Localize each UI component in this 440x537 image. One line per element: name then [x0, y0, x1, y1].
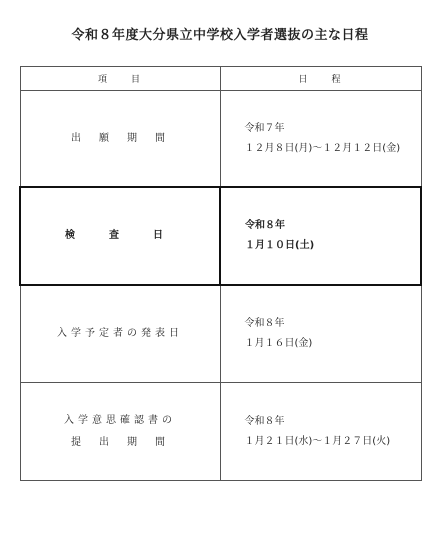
announcement-date: １月１６日(金): [244, 338, 313, 349]
era-year: 令和８年: [244, 415, 285, 427]
table-row: [20, 91, 421, 188]
item-label: 出 願 期 間: [71, 132, 169, 144]
item-cell: [20, 187, 220, 285]
date-cell: [220, 91, 421, 188]
table-header-row: [20, 67, 421, 91]
date-cell: [220, 187, 421, 285]
item-cell: [20, 91, 220, 188]
date-range: １月２１日(水)～１月２７日(火): [244, 435, 391, 447]
item-label-line-1: 入学意思確認書の: [64, 414, 176, 426]
exam-date: １月１０日(土): [245, 240, 315, 251]
page-title: 令和８年度大分県立中学校入学者選抜の主な日程: [71, 28, 369, 43]
date-cell: [220, 285, 421, 383]
item-label: 入学予定者の発表日: [57, 328, 183, 339]
table-row: [20, 383, 421, 481]
item-cell: [20, 383, 220, 481]
header-schedule: 日 程: [220, 67, 421, 91]
item-label-line-2: 提 出 期 間: [71, 436, 169, 448]
era-year: 令和７年: [244, 122, 285, 134]
era-year: 令和８年: [244, 318, 285, 329]
date-cell: [220, 383, 421, 481]
header-item: 項 目: [20, 67, 220, 91]
table-row: [20, 285, 421, 383]
table-row-highlighted: [20, 187, 421, 285]
item-label: 検 査 日: [65, 230, 175, 241]
schedule-table: [19, 66, 422, 481]
item-cell: [20, 285, 220, 383]
era-year: 令和８年: [245, 220, 285, 231]
date-range: １２月８日(月)～１２月１２日(金): [244, 142, 401, 154]
